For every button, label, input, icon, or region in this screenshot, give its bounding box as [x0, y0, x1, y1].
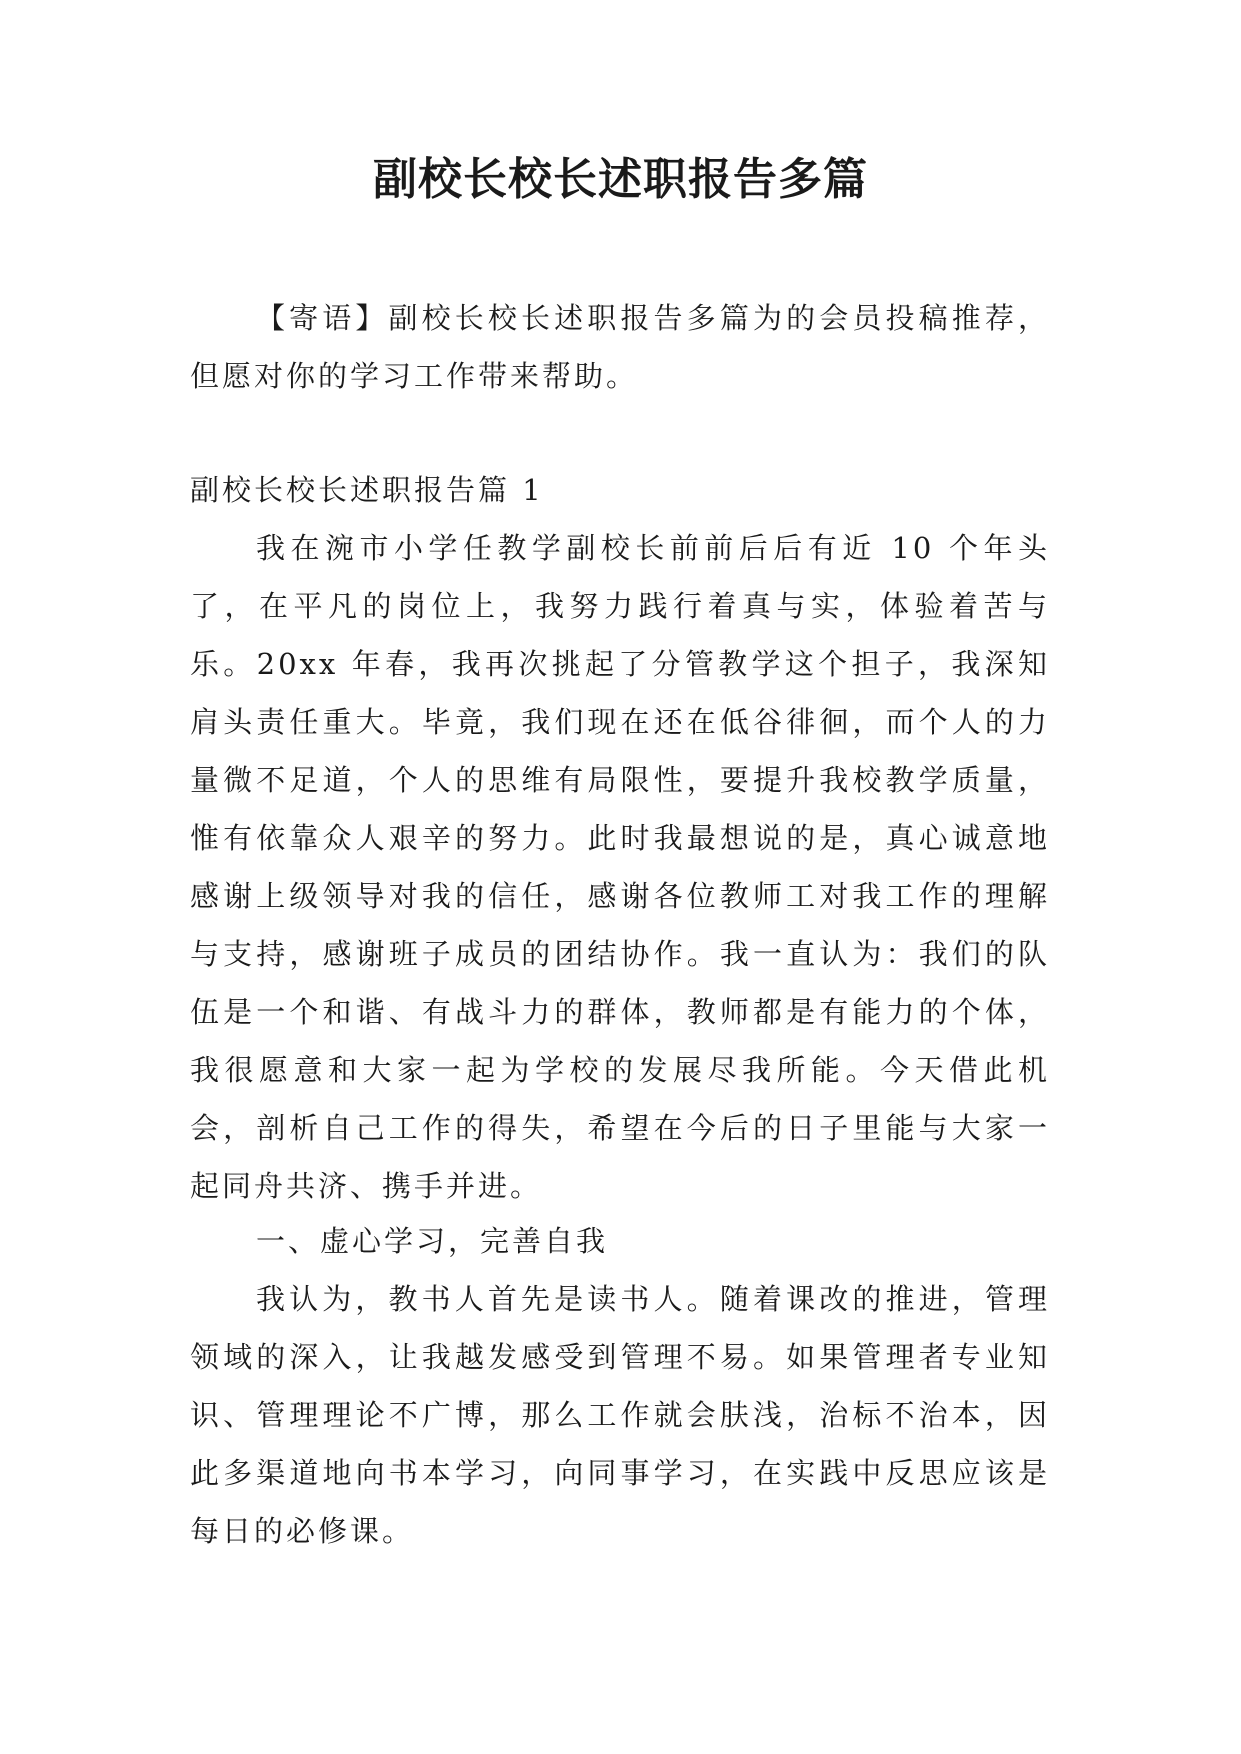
body-paragraph-1: 我在涴市小学任教学副校长前前后后有近 10 个年头了，在平凡的岗位上，我努力践行着真与实，体验着苦与乐。20xx 年春，我再次挑起了分管教学这个担子，我深知肩头责任重大。毕竟，我们现在还在低谷徘徊，而个人的力量微不足道，个人的思维有局限性，要提升我校教学质量，惟有依靠众人艰辛的努力。此时我最想说的是，真心诚意地感谢上级领导对我的信任，感谢各位教师工对我工作的理解与支持，感谢班子成员的团结协作。我一直认为：我们的队伍是一个和谐、有战斗力的群体，教师都是有能力的个体，我很愿意和大家一起为学校的发展尽我所能。今天借此机会，剖析自己工作的得失，希望在今后的日子里能与大家一起同舟共济、携手并进。 [190, 531, 1050, 1203]
intro-paragraph: 【寄语】副校长校长述职报告多篇为的会员投稿推荐，但愿对你的学习工作带来帮助。 [190, 301, 1050, 393]
document-title: 副校长校长述职报告多篇 [373, 154, 868, 205]
body-paragraph-2: 我认为，教书人首先是读书人。随着课改的推进，管理领域的深入，让我越发感受到管理不易。如果管理者专业知识、管理理论不广博，那么工作就会肤浅，治标不治本，因此多渠道地向书本学习，向同事学习，在实践中反思应该是每日的必修课。 [190, 1282, 1050, 1548]
section-title: 副校长校长述职报告篇 1 [190, 473, 544, 507]
subheading-1: 一、虚心学习，完善自我 [256, 1224, 609, 1258]
